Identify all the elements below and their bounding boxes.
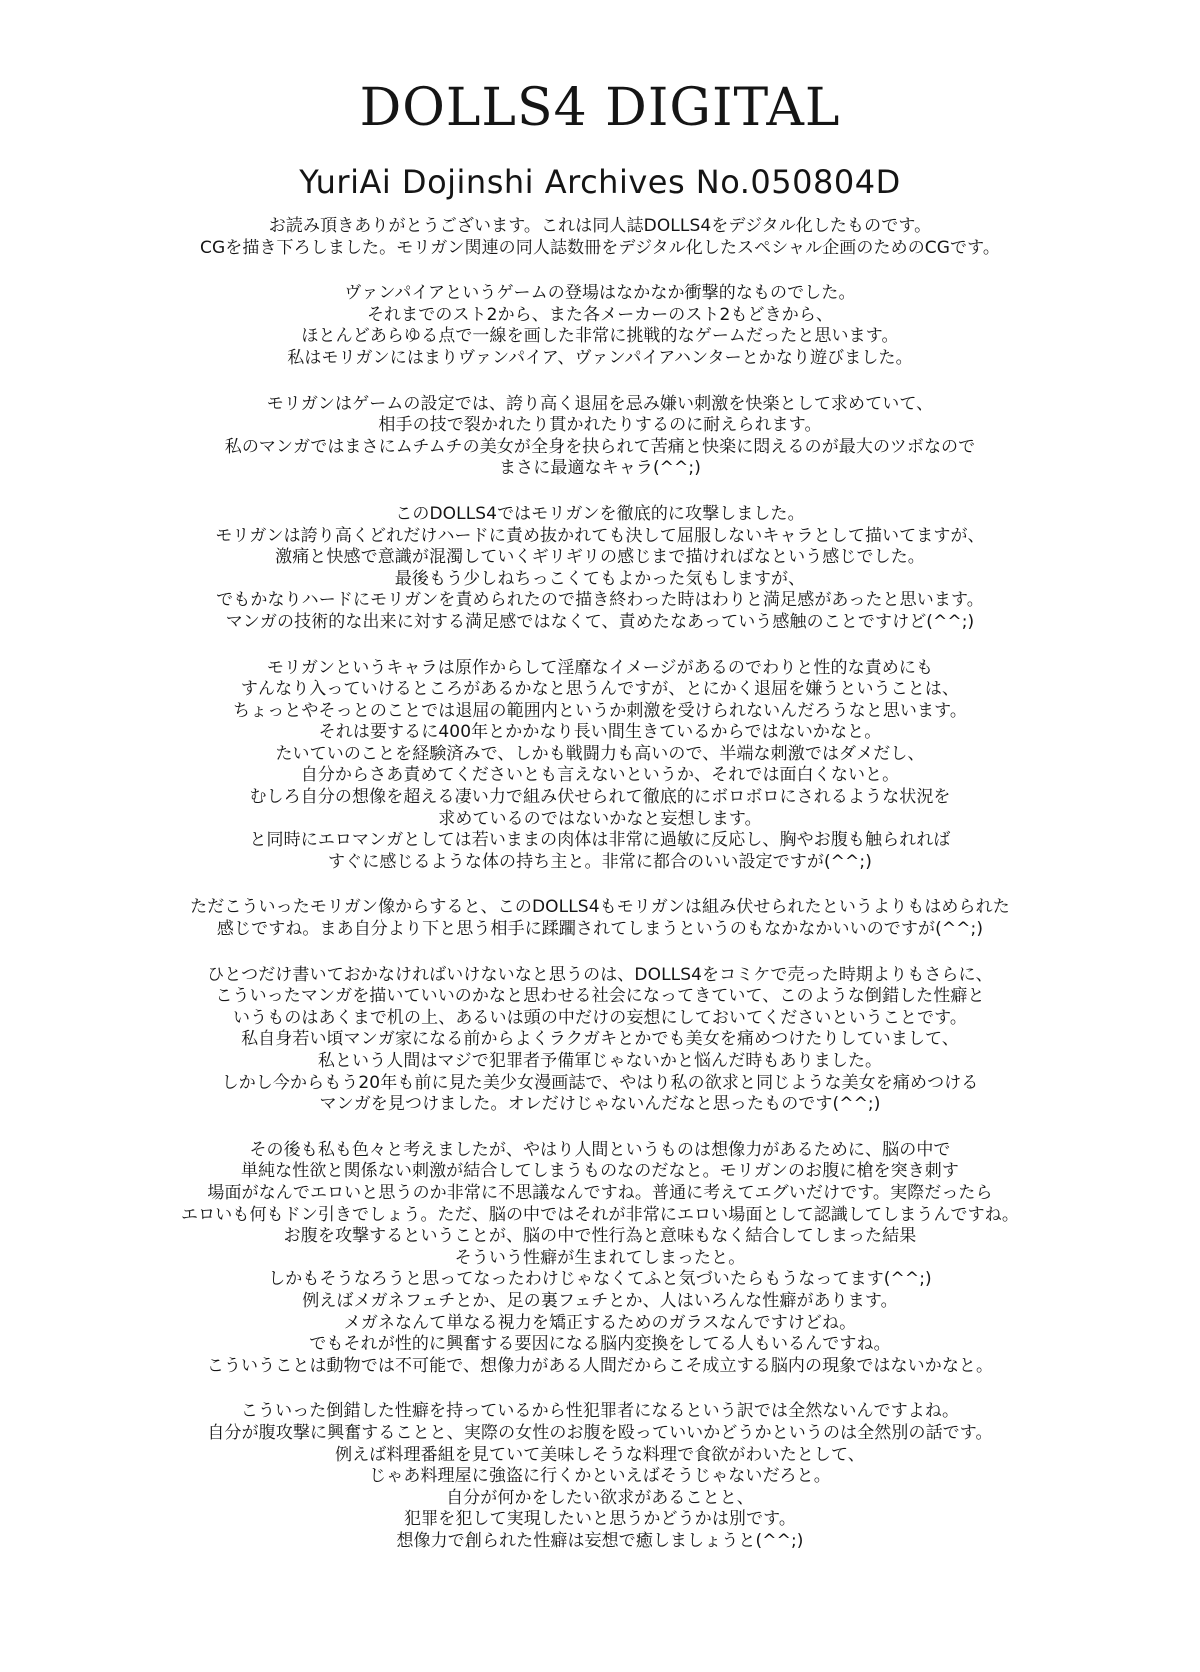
text-line: すんなり入っていけるところがあるかなと思うんですが、とにかく退屈を嫌うということは、 [240,679,960,700]
text-line: 私のマンガではまさにムチムチの美女が全身を抉られて苦痛と快楽に悶えるのが最大のツボなので [224,436,976,457]
paragraph [40,394,1160,480]
text-line: そういう性癖が生まれてしまったと。 [454,1247,746,1268]
text-line: いうものはあくまで机の上、あるいは頭の中だけの妄想にしておいてくださいということです。 [233,1007,967,1028]
text-line: ちょっとやそっとのことでは退屈の範囲内というか刺激を受けられないんだろうなと思います。 [233,700,967,721]
text-line: 私という人間はマジで犯罪者予備軍じゃないかと悩んだ時もありました。 [317,1051,883,1071]
text-line: このDOLLS4ではモリガンを徹底的に攻撃しました。 [395,503,805,524]
text-line: 例えばメガネフェチとか、足の裏フェチとか、人はいろんな性癖があります。 [302,1290,898,1311]
text-line: エロいも何もドン引きでしょう。ただ、脳の中ではそれが非常にエロい場面として認識してしまうんですね。 [181,1204,1019,1225]
text-line: むしろ自分の想像を超える凄い力で組み伏せられて徹底的にボロボロにされるような状況を [249,787,951,808]
text-line: ひとつだけ書いておかなければいけないなと思うのは、DOLLS4をコミケで売った時期よりもさらに、 [207,964,993,985]
text-line: CGを描き下ろしました。モリガン関連の同人誌数冊をデジタル化したスペシャル企画のためのCGです。 [200,237,1000,258]
paragraph [40,216,1160,259]
text-line: 犯罪を犯して実現したいと思うかどうかは別です。 [404,1509,796,1530]
text-line: 例えば料理番組を見ていて美味しそうな料理で食欲がわいたとして、 [335,1444,865,1465]
text-line: と同時にエロマンガとしては若いままの肉体は非常に過敏に反応し、胸やお腹も触られれば [249,830,951,851]
text-line: 私自身若い頃マンガ家になる前からよくラクガキとかでも美女を痛めつけたりしていまして、 [241,1029,959,1050]
text-line: 場面がなんでエロいと思うのか非常に不思議なんですね。普通に考えてエグいだけです。実際だったら [207,1182,993,1203]
text-line: マンガの技術的な出来に対する満足感ではなくて、責めたなあっていう感触のことですけど(^^;) [225,611,975,632]
document-subtitle: YuriAi Dojinshi Archives No.050804D [299,163,901,201]
text-line: 相手の技で裂かれたり貫かれたりするのに耐えられます。 [378,415,822,436]
paragraph [40,1140,1160,1378]
text-line: 想像力で創られた性癖は妄想で癒しましょうと(^^;) [396,1530,804,1551]
text-line: マンガを見つけました。オレだけじゃないんだなと思ったものです(^^;) [319,1094,881,1115]
text-line: まさに最適なキャラ(^^;) [499,458,701,479]
text-line: しかし今からもう20年も前に見た美少女漫画誌で、やはり私の欲求と同じような美女を痛めつける [221,1072,979,1093]
text-line: 求めているのではないかなと妄想します。 [438,808,762,829]
text-line: しかもそうなろうと思ってなったわけじゃなくてふと気づいたらもうなってます(^^;) [268,1269,932,1290]
text-line: ほとんどあらゆる点で一線を画した非常に挑戦的なゲームだったと思います。 [301,326,899,347]
afterword-body [40,216,1160,1552]
text-line: それは要するに400年とかかなり長い間生きているからではないかなと。 [318,722,882,743]
text-line: 自分が何かをしたい欲求があることと、 [446,1487,754,1508]
text-line: でもそれが性的に興奮する要因になる脳内変換をしてる人もいるんですね。 [309,1334,891,1355]
text-line: 私はモリガンにはまりヴァンパイア、ヴァンパイアハンターとかなり遊びました。 [287,347,913,368]
text-line: 自分が腹攻撃に興奮することと、実際の女性のお腹を殴っていいかどうかというのは全然別の話です。 [207,1422,993,1443]
text-line: こういった倒錯した性癖を持っているから性犯罪者になるという訳では全然ないんですよね。 [240,1401,960,1422]
text-line: じゃあ料理屋に強盗に行くかといえばそうじゃないだろと。 [369,1466,831,1487]
paragraph [40,1401,1160,1552]
paragraph [40,504,1160,634]
text-line: 自分からさあ責めてくださいとも言えないというか、それでは面白くないと。 [300,765,900,786]
text-line: 激痛と快感で意識が混濁していくギリギリの感じまで描ければなという感じでした。 [275,547,925,568]
text-line: その後も私も色々と考えましたが、やはり人間というものは想像力があるために、脳の中で [249,1139,951,1160]
text-line: こういうことは動物では不可能で、想像力がある人間だからこそ成立する脳内の現象ではないかなと。 [206,1355,994,1376]
text-line: こういったマンガを描いていいのかなと思わせる社会になってきていて、このような倒錯した性癖と [215,986,985,1007]
text-line: たいていのことを経験済みで、しかも戦闘力も高いので、半端な刺激ではダメだし、 [275,743,925,764]
paragraph [40,283,1160,369]
text-line: お読み頂きありがとうございます。これは同人誌DOLLS4をデジタル化したものです。 [268,216,932,236]
text-line: ヴァンパイアというゲームの登場はなかなか衝撃的なものでした。 [344,283,856,304]
text-line: 単純な性欲と関係ない刺激が結合してしまうものなのだなと。モリガンのお腹に槍を突き刺す [240,1161,960,1182]
text-line: モリガンはゲームの設定では、誇り高く退屈を忌み嫌い刺激を快楽として求めていて、 [266,393,934,414]
paragraph [40,965,1160,1116]
text-line: メガネなんて単なる視力を矯正するためのガラスなんですけどね。 [343,1312,857,1333]
text-line: モリガンは誇り高くどれだけハードに責め抜かれても決して屈服しないキャラとして描いてますが、 [215,525,985,546]
text-line: ただこういったモリガン像からすると、このDOLLS4もモリガンは組み伏せられたというよりもはめられた [190,897,1010,918]
text-line: それまでのスト2から、また各メーカーのスト2もどきから、 [366,304,834,325]
text-line: でもかなりハードにモリガンを責められたので描き終わった時はわりと満足感があったと思います。 [216,590,984,611]
text-line: すぐに感じるような体の持ち主と。非常に都合のいい設定ですが(^^;) [328,851,872,872]
text-line: 最後もう少しねちっこくてもよかった気もしますが、 [394,568,806,589]
paragraph [40,897,1160,940]
document-title: DOLLS4 DIGITAL [359,78,841,138]
text-line: モリガンというキャラは原作からして淫靡なイメージがあるのでわりと性的な責めにも [266,657,934,678]
paragraph [40,658,1160,874]
text-line: お腹を攻撃するということが、脳の中で性行為と意味もなく結合してしまった結果 [283,1226,917,1247]
text-line: 感じですね。まあ自分より下と思う相手に蹂躙されてしまうというのもなかなかいいのですが(^^;) [216,919,984,940]
